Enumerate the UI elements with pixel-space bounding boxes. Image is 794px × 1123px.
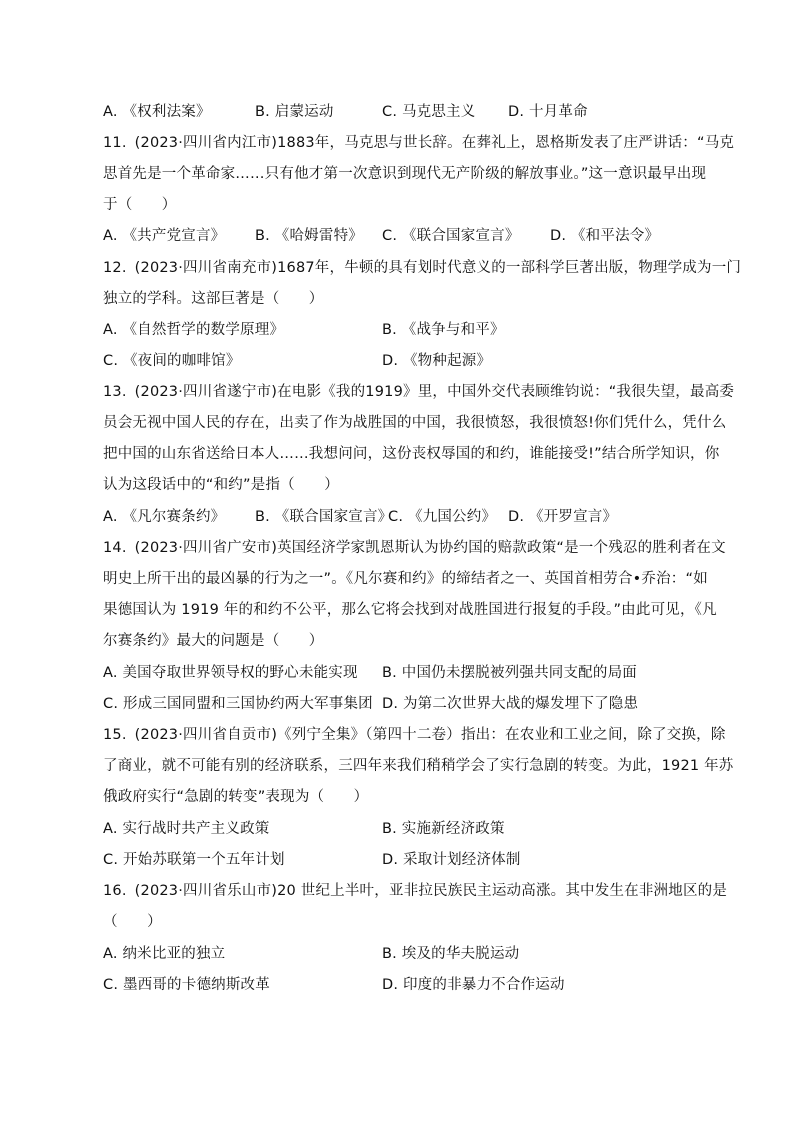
q12-number: 12. (103, 260, 127, 276)
q13-stem-line-2: 员会无视中国人民的存在，出卖了作为战胜国的中国，我很愤怒，我很愤怒!你们凭什么，凭什么 (103, 415, 727, 431)
q10-option-d: D. 十月革命 (508, 104, 588, 120)
q13-option-c: C. 《九国公约》 (388, 509, 497, 525)
q12-stem-line-2: 独立的学科。这部巨著是（ ） (103, 291, 324, 307)
q13-stem-line-3: 把中国的山东省送给日本人……我想问问，这份丧权辱国的和约，谁能接受!”结合所学知识，你 (103, 446, 720, 462)
q12-text-1: (2023·四川省南充市)1687年，牛顿的具有划时代意义的一部科学巨著出版，物理学成为一门 (134, 260, 742, 276)
q11-number: 11. (103, 135, 127, 151)
q13-number: 13. (103, 384, 127, 400)
q11-stem-line-1 (103, 133, 734, 153)
q10-option-c: C. 马克思主义 (382, 104, 476, 120)
q14-stem-line-2: 明史上所干出的最凶暴的行为之一”。《凡尔赛和约》的缔结者之一、英国首相劳合•乔治：“如 (103, 571, 708, 587)
q16-number: 16. (103, 883, 127, 899)
q10-option-a: A. 《权利法案》 (103, 104, 211, 120)
q14-option-a: A. 美国夺取世界领导权的野心未能实现 (103, 665, 358, 681)
q12-option-b: B. 《战争与和平》 (382, 322, 505, 338)
q11-option-c: C. 《联合国家宣言》 (382, 228, 520, 244)
q12-stem-line-1 (103, 258, 741, 278)
q14-stem-line-4: 尔赛条约》最大的问题是（ ） (103, 633, 324, 649)
q14-option-d: D. 为第二次世界大战的爆发埋下了隐患 (382, 696, 639, 712)
q13-option-d: D. 《开罗宣言》 (508, 509, 618, 525)
q16-option-c: C. 墨西哥的卡德纳斯改革 (103, 977, 270, 993)
q15-option-d: D. 采取计划经济体制 (382, 852, 521, 868)
q16-text-1: (2023·四川省乐山市)20 世纪上半叶，亚非拉民族民主运动高涨。其中发生在非洲地区的是 (134, 883, 728, 899)
q12-option-c: C. 《夜间的咖啡馆》 (103, 353, 241, 369)
q14-stem-line-1 (103, 538, 726, 558)
q16-stem-line-1 (103, 881, 727, 901)
q12-option-d: D. 《物种起源》 (382, 353, 492, 369)
q16-stem-line-2: （ ） (103, 914, 162, 930)
q16-option-a: A. 纳米比亚的独立 (103, 946, 226, 962)
q14-stem-line-3: 果德国认为 1919 年的和约不公平，那么它将会找到对战胜国进行报复的手段。”由此可见，《凡 (103, 602, 717, 618)
q15-text-1: (2023·四川省自贡市)《列宁全集》（第四十二卷）指出：在农业和工业之间，除了交换，除 (134, 727, 726, 743)
q12-option-a: A. 《自然哲学的数学原理》 (103, 322, 285, 338)
q15-stem-line-3: 俄政府实行“急剧的转变”表现为（ ） (103, 789, 369, 805)
q11-stem-line-2: 思首先是一个革命家……只有他才第一次意识到现代无产阶级的解放事业。”这一意识最早出现 (103, 166, 707, 182)
q16-option-b: B. 埃及的华夫脱运动 (382, 946, 520, 962)
q10-option-b: B. 启蒙运动 (255, 104, 334, 120)
q11-stem-line-3: 于（ ） (103, 197, 177, 213)
q13-option-b: B. 《联合国家宣言》 (255, 509, 393, 525)
q16-option-d: D. 印度的非暴力不合作运动 (382, 977, 565, 993)
q13-stem-line-1 (103, 382, 734, 402)
q15-stem-line-2: 了商业，就不可能有别的经济联系，三四年来我们稍稍学会了实行急剧的转变。为此，1921 年苏 (103, 758, 734, 774)
q11-text-1: (2023·四川省内江市)1883年，马克思与世长辞。在葬礼上，恩格斯发表了庄严讲话：“马克 (134, 135, 735, 151)
q11-option-b: B. 《哈姆雷特》 (255, 228, 363, 244)
q13-option-a: A. 《凡尔赛条约》 (103, 509, 226, 525)
q14-option-b: B. 中国仍未摆脱被列强共同支配的局面 (382, 665, 637, 681)
q15-option-a: A. 实行战时共产主义政策 (103, 821, 270, 837)
q11-option-a: A. 《共产党宣言》 (103, 228, 226, 244)
q11-option-d: D. 《和平法令》 (550, 228, 660, 244)
q15-option-c: C. 开始苏联第一个五年计划 (103, 852, 285, 868)
q15-stem-line-1 (103, 725, 726, 745)
q14-option-c: C. 形成三国同盟和三国协约两大军事集团 (103, 696, 373, 712)
q14-number: 14. (103, 540, 127, 556)
q13-text-1: (2023·四川省遂宁市)在电影《我的1919》里，中国外交代表顾维钧说：“我很失望，最高委 (134, 384, 735, 400)
q13-stem-line-4: 认为这段话中的“和约”是指（ ） (103, 477, 339, 493)
q15-option-b: B. 实施新经济政策 (382, 821, 505, 837)
q14-text-1: (2023·四川省广安市)英国经济学家凯恩斯认为协约国的赔款政策“是一个残忍的胜利者在文 (134, 540, 726, 556)
q15-number: 15. (103, 727, 127, 743)
